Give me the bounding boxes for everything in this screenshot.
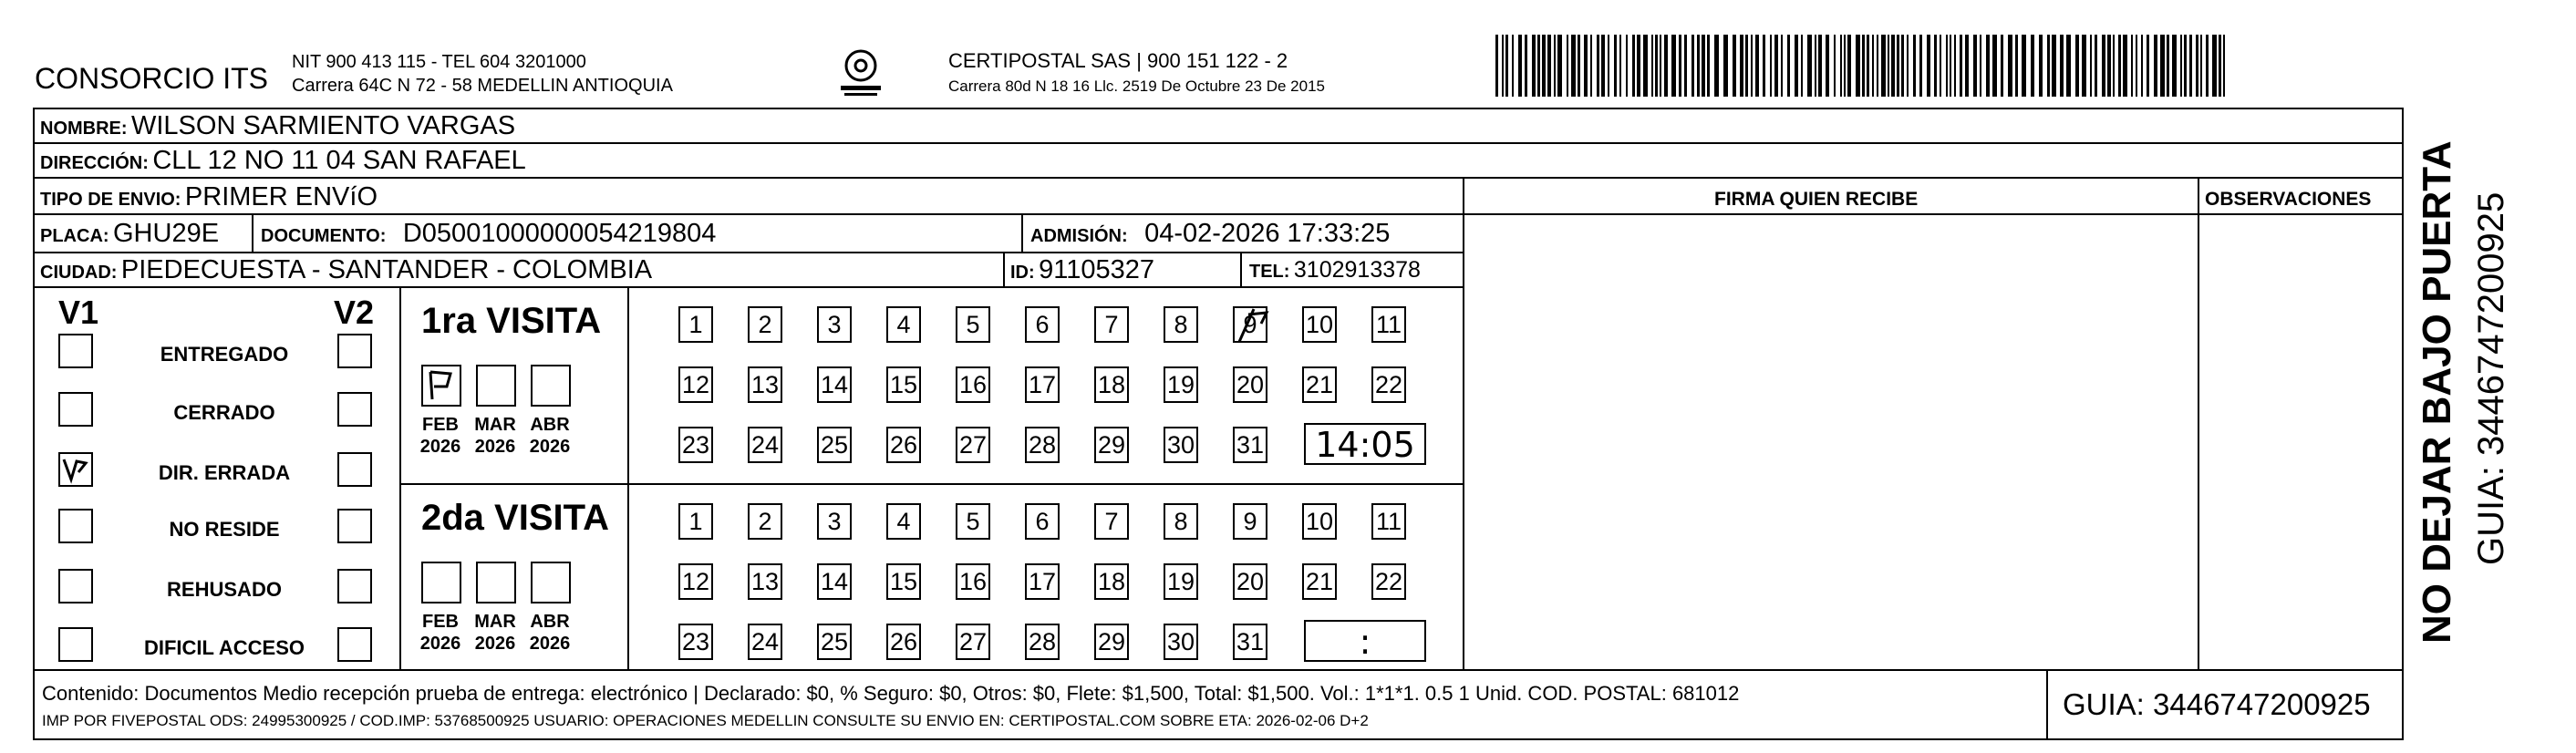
status-v1-checkbox[interactable] bbox=[58, 627, 93, 662]
barcode-bar bbox=[1872, 35, 1874, 97]
day-box[interactable]: 5 bbox=[956, 503, 990, 540]
month-checkbox[interactable] bbox=[531, 562, 571, 603]
barcode-bar bbox=[1940, 35, 1941, 97]
barcode-bar bbox=[1707, 35, 1710, 97]
barcode-bar bbox=[1542, 35, 1546, 97]
barcode-bar bbox=[1684, 35, 1687, 97]
visit-title: 1ra VISITA bbox=[421, 301, 602, 341]
footer-guia: GUIA: 3446747200925 bbox=[2063, 687, 2371, 721]
barcode-bar bbox=[1927, 35, 1930, 97]
barcode-bar bbox=[1818, 35, 1822, 97]
time-box[interactable]: 14:05 bbox=[1304, 423, 1426, 465]
barcode-bar bbox=[1867, 35, 1869, 97]
month-checkbox[interactable] bbox=[421, 365, 461, 407]
barcode-bar bbox=[2167, 35, 2169, 97]
barcode-bar bbox=[2082, 35, 2086, 97]
day-box[interactable]: 8 bbox=[1164, 306, 1198, 343]
day-box[interactable]: 13 bbox=[748, 366, 782, 403]
status-v1-checkbox[interactable] bbox=[58, 334, 93, 368]
barcode-bar bbox=[1714, 35, 1719, 97]
barcode-bar bbox=[1881, 35, 1886, 97]
day-box[interactable]: 12 bbox=[678, 366, 713, 403]
day-box[interactable]: 18 bbox=[1094, 366, 1129, 403]
id-label: ID: bbox=[1010, 263, 1035, 283]
company-name: CONSORCIO ITS bbox=[35, 62, 269, 95]
barcode-bar bbox=[2047, 35, 2050, 97]
nombre-value: WILSON SARMIENTO VARGAS bbox=[131, 111, 516, 140]
day-box[interactable]: 23 bbox=[678, 427, 713, 463]
day-box[interactable]: 28 bbox=[1025, 624, 1060, 660]
company-nit: NIT 900 413 115 - TEL 604 3201000 bbox=[292, 52, 586, 72]
shipping-form bbox=[33, 108, 2404, 740]
barcode-bar bbox=[1518, 35, 1522, 97]
barcode-bar bbox=[2223, 35, 2225, 97]
day-box[interactable]: 31 bbox=[1233, 427, 1267, 463]
barcode-bar bbox=[1679, 35, 1681, 97]
company-address: Carrera 64C N 72 - 58 MEDELLIN ANTIOQUIA bbox=[292, 76, 673, 96]
month-checkbox[interactable] bbox=[531, 365, 571, 407]
barcode-bar bbox=[1980, 35, 1981, 97]
barcode-bar bbox=[1826, 35, 1829, 97]
barcode-bar bbox=[1877, 35, 1878, 97]
barcode-bar bbox=[2102, 35, 2105, 97]
month-label: ABR 2026 bbox=[529, 612, 571, 654]
documento-label: DOCUMENTO: bbox=[261, 226, 387, 246]
day-box[interactable]: 24 bbox=[748, 427, 782, 463]
direccion-row bbox=[40, 148, 526, 174]
barcode-bar bbox=[2184, 35, 2187, 97]
day-box[interactable]: 29 bbox=[1094, 624, 1129, 660]
admision-value: 04-02-2026 17:33:25 bbox=[1144, 219, 1391, 248]
barcode-bar bbox=[2160, 35, 2165, 97]
barcode-bar bbox=[1801, 35, 1803, 97]
day-box[interactable]: 20 bbox=[1233, 366, 1267, 403]
status-v1-checkbox[interactable] bbox=[58, 392, 93, 427]
barcode-bar bbox=[2066, 35, 2071, 97]
barcode-bar bbox=[2154, 35, 2157, 97]
barcode-bar bbox=[1815, 35, 1816, 97]
day-box[interactable]: 21 bbox=[1302, 563, 1337, 600]
check-mark-icon bbox=[423, 366, 460, 405]
barcode-bar bbox=[1691, 35, 1694, 97]
status-v1-checkbox[interactable] bbox=[58, 509, 93, 543]
barcode-bar bbox=[1495, 35, 1498, 97]
barcode-bar bbox=[1954, 35, 1956, 97]
barcode bbox=[1495, 35, 2225, 97]
barcode-bar bbox=[1557, 35, 1562, 97]
barcode-bar bbox=[1512, 35, 1514, 97]
day-box[interactable]: 29 bbox=[1094, 427, 1129, 463]
day-box[interactable]: 17 bbox=[1025, 366, 1060, 403]
day-box[interactable]: 10 bbox=[1302, 503, 1337, 540]
status-label: DIFICIL ACCESO bbox=[143, 636, 305, 659]
day-box[interactable]: 11 bbox=[1371, 503, 1406, 540]
day-box[interactable]: 22 bbox=[1371, 366, 1406, 403]
day-box[interactable]: 8 bbox=[1164, 503, 1198, 540]
month-label: ABR 2026 bbox=[529, 415, 571, 457]
status-v2-checkbox[interactable] bbox=[337, 452, 372, 487]
month-label: MAR 2026 bbox=[474, 415, 516, 457]
day-box[interactable]: 6 bbox=[1025, 306, 1060, 343]
carrier-name: CERTIPOSTAL SAS | 900 151 122 - 2 bbox=[948, 49, 1288, 72]
day-box[interactable]: 19 bbox=[1164, 563, 1198, 600]
status-label: DIR. ERRADA bbox=[158, 461, 291, 484]
barcode-bar bbox=[1637, 35, 1640, 97]
status-v1-checkbox[interactable] bbox=[58, 569, 93, 603]
barcode-bar bbox=[1660, 35, 1661, 97]
day-box[interactable]: 31 bbox=[1233, 624, 1267, 660]
day-box[interactable]: 7 bbox=[1094, 306, 1129, 343]
barcode-bar bbox=[2039, 35, 2043, 97]
documento-value: D05001000000054219804 bbox=[402, 219, 717, 248]
barcode-bar bbox=[1807, 35, 1812, 97]
day-box[interactable]: 23 bbox=[678, 624, 713, 660]
barcode-bar bbox=[2107, 35, 2111, 97]
barcode-bar bbox=[1584, 35, 1588, 97]
barcode-bar bbox=[2189, 35, 2192, 97]
barcode-bar bbox=[1897, 35, 1899, 97]
day-box[interactable]: 22 bbox=[1371, 563, 1406, 600]
day-box[interactable]: 14 bbox=[817, 563, 852, 600]
day-box[interactable]: 16 bbox=[956, 366, 990, 403]
tipo-value: PRIMER ENVíO bbox=[184, 182, 378, 211]
barcode-bar bbox=[1502, 35, 1504, 97]
day-box[interactable]: 20 bbox=[1233, 563, 1267, 600]
day-box[interactable]: 30 bbox=[1164, 427, 1198, 463]
documento-row bbox=[261, 221, 716, 247]
barcode-bar bbox=[1856, 35, 1860, 97]
day-box[interactable]: 24 bbox=[748, 624, 782, 660]
barcode-bar bbox=[1597, 35, 1599, 97]
day-box[interactable]: 3 bbox=[817, 503, 852, 540]
barcode-bar bbox=[2113, 35, 2115, 97]
day-box[interactable]: 26 bbox=[886, 427, 921, 463]
barcode-bar bbox=[1697, 35, 1700, 97]
side-guia: GUIA: 3446747200925 bbox=[2471, 191, 2511, 565]
barcode-bar bbox=[1664, 35, 1668, 97]
barcode-bar bbox=[2172, 35, 2177, 97]
status-v2-checkbox[interactable] bbox=[337, 392, 372, 427]
day-box[interactable]: 2 bbox=[748, 503, 782, 540]
day-box[interactable]: 2 bbox=[748, 306, 782, 343]
barcode-bar bbox=[1590, 35, 1592, 97]
barcode-bar bbox=[2147, 35, 2149, 97]
barcode-bar bbox=[1733, 35, 1736, 97]
day-box[interactable]: 11 bbox=[1371, 306, 1406, 343]
day-box[interactable]: 12 bbox=[678, 563, 713, 600]
barcode-bar bbox=[2022, 35, 2026, 97]
status-label: CERRADO bbox=[173, 401, 275, 424]
barcode-bar bbox=[1554, 35, 1556, 97]
check-mark-icon bbox=[1236, 305, 1272, 346]
day-box[interactable]: 4 bbox=[886, 306, 921, 343]
status-label: ENTREGADO bbox=[160, 343, 289, 366]
barcode-bar bbox=[1891, 35, 1895, 97]
barcode-bar bbox=[1671, 35, 1676, 97]
day-box[interactable]: 1 bbox=[678, 306, 713, 343]
barcode-bar bbox=[1723, 35, 1728, 97]
barcode-bar bbox=[2136, 35, 2137, 97]
barcode-bar bbox=[2206, 35, 2209, 97]
day-box[interactable]: 19 bbox=[1164, 366, 1198, 403]
barcode-bar bbox=[1986, 35, 1990, 97]
barcode-bar bbox=[1950, 35, 1951, 97]
barcode-bar bbox=[1614, 35, 1617, 97]
barcode-bar bbox=[1907, 35, 1909, 97]
day-box[interactable]: 4 bbox=[886, 503, 921, 540]
barcode-bar bbox=[1525, 35, 1527, 97]
barcode-bar bbox=[1702, 35, 1705, 97]
tel-value: 3102913378 bbox=[1293, 257, 1421, 283]
day-box[interactable]: 25 bbox=[817, 427, 852, 463]
barcode-bar bbox=[1965, 35, 1969, 97]
barcode-bar bbox=[1913, 35, 1916, 97]
barcode-bar bbox=[1901, 35, 1904, 97]
day-box[interactable]: 17 bbox=[1025, 563, 1060, 600]
carrier-address: Carrera 80d N 18 16 Llc. 2519 De Octubre 23 De 2015 bbox=[948, 77, 1325, 95]
nombre-label: NOMBRE: bbox=[40, 119, 128, 139]
barcode-bar bbox=[1651, 35, 1653, 97]
barcode-bar bbox=[1770, 35, 1772, 97]
day-box[interactable]: 10 bbox=[1302, 306, 1337, 343]
barcode-bar bbox=[1755, 35, 1759, 97]
barcode-bar bbox=[1934, 35, 1937, 97]
barcode-bar bbox=[2060, 35, 2064, 97]
day-box[interactable]: 1 bbox=[678, 503, 713, 540]
barcode-bar bbox=[1946, 35, 1948, 97]
barcode-bar bbox=[1505, 35, 1508, 97]
barcode-bar bbox=[1844, 35, 1846, 97]
barcode-bar bbox=[2031, 35, 2034, 97]
barcode-bar bbox=[1745, 35, 1748, 97]
day-box[interactable]: 26 bbox=[886, 624, 921, 660]
direccion-value: CLL 12 NO 11 04 SAN RAFAEL bbox=[152, 146, 526, 175]
ciudad-value: PIEDECUESTA - SANTANDER - COLOMBIA bbox=[120, 255, 653, 284]
barcode-bar bbox=[1919, 35, 1922, 97]
admision-label: ADMISIÓN: bbox=[1030, 226, 1128, 246]
status-v2-checkbox[interactable] bbox=[337, 509, 372, 543]
barcode-bar bbox=[1578, 35, 1580, 97]
barcode-bar bbox=[1655, 35, 1658, 97]
barcode-bar bbox=[1567, 35, 1568, 97]
barcode-bar bbox=[1862, 35, 1865, 97]
admision-row bbox=[1030, 221, 1390, 247]
status-v2-checkbox[interactable] bbox=[337, 627, 372, 662]
barcode-bar bbox=[1840, 35, 1842, 97]
tipo-row bbox=[40, 184, 378, 211]
day-box[interactable]: 5 bbox=[956, 306, 990, 343]
day-box[interactable]: 18 bbox=[1094, 563, 1129, 600]
id-row bbox=[1010, 257, 1154, 284]
no-dejar-bajo-puerta: NO DEJAR BAJO PUERTA bbox=[2415, 140, 2459, 644]
barcode-bar bbox=[1608, 35, 1609, 97]
check-mark-icon bbox=[60, 454, 91, 485]
time-box[interactable]: : bbox=[1304, 620, 1426, 662]
day-box[interactable]: 28 bbox=[1025, 427, 1060, 463]
barcode-bar bbox=[1795, 35, 1798, 97]
barcode-bar bbox=[2001, 35, 2003, 97]
day-box[interactable]: 14 bbox=[817, 366, 852, 403]
day-box[interactable]: 30 bbox=[1164, 624, 1198, 660]
placa-value: GHU29E bbox=[113, 219, 220, 248]
barcode-bar bbox=[1834, 35, 1836, 97]
barcode-bar bbox=[1888, 35, 1889, 97]
barcode-bar bbox=[1787, 35, 1790, 97]
barcode-bar bbox=[2052, 35, 2056, 97]
month-checkbox[interactable] bbox=[476, 365, 516, 407]
status-label: NO RESIDE bbox=[169, 518, 280, 541]
firma-header: FIRMA QUIEN RECIBE bbox=[1714, 189, 1919, 210]
footer-imp: IMP POR FIVEPOSTAL ODS: 24995300925 / COD.IMP: 53768500925 USUARIO: OPERACIONES MEDELLIN CONSULTE SU ENVIO EN: CERTIPOSTAL.COM SOBRE ETA: 2026-02-06 D+2 bbox=[42, 712, 1369, 729]
ciudad-row bbox=[40, 257, 652, 284]
barcode-bar bbox=[1763, 35, 1765, 97]
barcode-bar bbox=[1740, 35, 1743, 97]
day-box[interactable]: 9 bbox=[1233, 503, 1267, 540]
barcode-bar bbox=[2123, 35, 2127, 97]
barcode-bar bbox=[2008, 35, 2012, 97]
placa-label: PLACA: bbox=[40, 226, 109, 246]
status-v1-checkbox[interactable] bbox=[58, 452, 93, 487]
barcode-bar bbox=[2219, 35, 2221, 97]
direccion-label: DIRECCIÓN: bbox=[40, 153, 149, 173]
day-box[interactable]: 7 bbox=[1094, 503, 1129, 540]
visit-title: 2da VISITA bbox=[421, 498, 609, 538]
month-label: FEB 2026 bbox=[419, 415, 461, 457]
barcode-bar bbox=[1619, 35, 1621, 97]
barcode-bar bbox=[2200, 35, 2202, 97]
status-v2-checkbox[interactable] bbox=[337, 334, 372, 368]
day-box[interactable]: 13 bbox=[748, 563, 782, 600]
barcode-bar bbox=[1547, 35, 1551, 97]
id-value: 91105327 bbox=[1039, 255, 1154, 284]
observaciones-header: OBSERVACIONES bbox=[2205, 189, 2372, 210]
day-box[interactable]: 3 bbox=[817, 306, 852, 343]
v2-label: V2 bbox=[334, 294, 375, 331]
certipostal-logo bbox=[832, 46, 890, 102]
barcode-bar bbox=[2141, 35, 2143, 97]
barcode-bar bbox=[2118, 35, 2121, 97]
barcode-bar bbox=[1960, 35, 1962, 97]
day-box[interactable]: 15 bbox=[886, 366, 921, 403]
barcode-bar bbox=[1626, 35, 1628, 97]
barcode-bar bbox=[1751, 35, 1753, 97]
status-v2-checkbox[interactable] bbox=[337, 569, 372, 603]
barcode-bar bbox=[1973, 35, 1977, 97]
barcode-bar bbox=[1643, 35, 1648, 97]
tel-label: TEL: bbox=[1249, 262, 1290, 282]
month-checkbox[interactable] bbox=[476, 562, 516, 603]
barcode-bar bbox=[2131, 35, 2133, 97]
barcode-bar bbox=[1532, 35, 1536, 97]
day-box[interactable]: 25 bbox=[817, 624, 852, 660]
barcode-bar bbox=[1601, 35, 1605, 97]
barcode-bar bbox=[1781, 35, 1783, 97]
day-box[interactable]: 9 bbox=[1233, 306, 1267, 343]
barcode-bar bbox=[2075, 35, 2079, 97]
tel-row bbox=[1249, 259, 1421, 282]
status-label: REHUSADO bbox=[167, 578, 282, 601]
barcode-bar bbox=[1571, 35, 1576, 97]
barcode-bar bbox=[2196, 35, 2198, 97]
barcode-bar bbox=[1847, 35, 1851, 97]
v1-label: V1 bbox=[58, 294, 99, 331]
nombre-row bbox=[40, 113, 515, 139]
barcode-bar bbox=[1992, 35, 1997, 97]
barcode-bar bbox=[2095, 35, 2097, 97]
month-label: MAR 2026 bbox=[474, 612, 516, 654]
day-box[interactable]: 16 bbox=[956, 563, 990, 600]
barcode-bar bbox=[1632, 35, 1635, 97]
ciudad-label: CIUDAD: bbox=[40, 263, 118, 283]
barcode-bar bbox=[1774, 35, 1778, 97]
barcode-bar bbox=[2090, 35, 2092, 97]
day-box[interactable]: 6 bbox=[1025, 503, 1060, 540]
month-label: FEB 2026 bbox=[419, 612, 461, 654]
month-checkbox[interactable] bbox=[421, 562, 461, 603]
barcode-bar bbox=[1537, 35, 1540, 97]
barcode-bar bbox=[2015, 35, 2018, 97]
tipo-label: TIPO DE ENVIO: bbox=[40, 190, 181, 210]
footer-contenido: Contenido: Documentos Medio recepción prueba de entrega: electrónico | Declarado: $0, % Seguro: $0, Otros: $0, Flete: $1,500, Total: $1,500. Vol.: 1*1*1. 0.5 1 Unid. COD. POSTAL: 681012 bbox=[42, 682, 1740, 705]
placa-row bbox=[40, 221, 219, 247]
day-box[interactable]: 15 bbox=[886, 563, 921, 600]
day-box[interactable]: 27 bbox=[956, 427, 990, 463]
barcode-bar bbox=[2180, 35, 2182, 97]
day-box[interactable]: 21 bbox=[1302, 366, 1337, 403]
barcode-bar bbox=[2212, 35, 2217, 97]
day-box[interactable]: 27 bbox=[956, 624, 990, 660]
